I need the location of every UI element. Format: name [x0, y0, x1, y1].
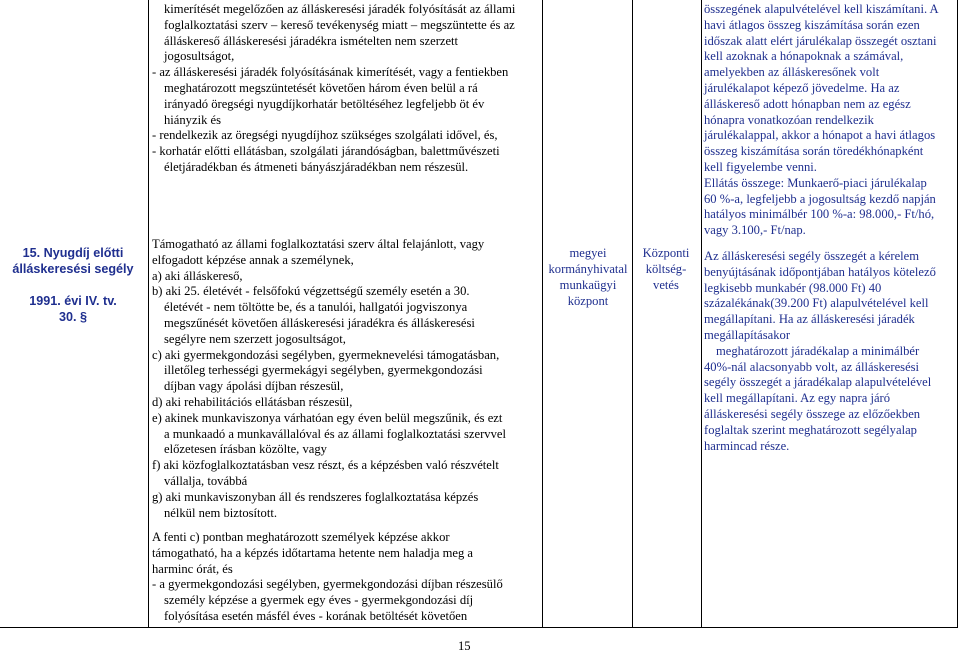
funding-cell	[634, 245, 698, 293]
text-line: támogatható, ha a képzés időtartama hetente nem haladja meg a	[152, 545, 473, 560]
funding-line: vetés	[653, 278, 679, 292]
text-line: A fenti c) pontban meghatározott személyek képzése akkor	[152, 530, 450, 544]
training-support-text	[152, 237, 539, 521]
text-line: g) aki munkaviszonyban áll és rendszeres foglalkoztatása képzés	[152, 489, 479, 504]
text-line: hatályos minimálbér 100 %-a: 98.000,- Ft/hó,	[704, 207, 935, 222]
conditions-text	[152, 2, 539, 176]
text-line: havi átlagos összeg kiszámítása során ezen	[704, 17, 920, 32]
authority-cell	[545, 245, 631, 309]
text-line: hiányzik és	[164, 112, 222, 127]
table-divider-1	[148, 0, 149, 627]
text-line: d) aki rehabilitációs ellátásban részesül,	[152, 394, 353, 409]
text-line: Támogatható az állami foglalkoztatási szerv által felajánlott, vagy	[152, 237, 485, 251]
text-line: előzetesen írásban közölte, vagy	[164, 442, 327, 457]
text-line: álláskereső adott hónapban nem az egész	[704, 96, 911, 111]
text-line: b) aki 25. életévét - felsőfokú végzettségű személy esetén a 30.	[152, 284, 470, 299]
text-line: foglaltak szerint meghatározott segélyalap	[704, 422, 917, 437]
text-line: - rendelkezik az öregségi nyugdíjhoz szükséges szolgálati idővel, és,	[152, 128, 498, 143]
text-line: megállapítani. Ha az álláskeresési járadék	[704, 312, 915, 327]
text-line: meghatározott megszüntetését követően három éven belül a rá	[164, 80, 478, 95]
table-divider-4	[701, 0, 702, 627]
text-line: hónapra vonatkozóan rendelkezik	[704, 112, 874, 127]
text-line: álláskereső álláskeresési járadékra ismételten nem szerzett	[164, 33, 459, 48]
table-divider-3	[632, 0, 633, 627]
training-conditions-text	[152, 530, 539, 625]
text-line: megállapításakor	[704, 327, 791, 342]
text-line: jogosultságot,	[164, 49, 235, 64]
text-line: foglalkoztatási szerv – kereső tevékenység miatt – megszüntette és az	[164, 17, 515, 32]
table-bottom-border	[0, 627, 958, 628]
text-line: folyósítása esetén másfél éves - korának betöltését követően	[164, 608, 468, 623]
text-line: 60 %-a, legfeljebb a jogosultság kezdő napján	[704, 191, 936, 206]
table-divider-5	[957, 0, 958, 627]
text-line: díjban vagy ápolási díjban részesül,	[164, 379, 344, 394]
text-line: elfogadott képzése annak a személynek,	[152, 252, 354, 267]
funding-line: Központi	[642, 246, 690, 260]
funding-line: költség-	[645, 262, 687, 276]
text-line: c) aki gyermekgondozási segélyben, gyermeknevelési támogatásban,	[152, 347, 500, 362]
text-line: 40%-nál alacsonyabb volt, az álláskeresési	[704, 359, 920, 374]
text-line: személy képzése a gyermek egy éves - gyermekgondozási díj	[164, 593, 474, 608]
benefit-title-line: 30. §	[58, 310, 87, 324]
text-line: amelyekben az álláskeresőnek volt	[704, 65, 880, 80]
benefit-title	[0, 245, 146, 325]
text-line: segély összegét a járadékalap alapulvételével	[704, 375, 932, 390]
text-line: harmincad része.	[704, 438, 790, 453]
text-line: időszak alatt elért járulékalap összegét osztani	[704, 33, 937, 48]
text-line: kell azoknak a hónapoknak a számával,	[704, 49, 904, 64]
text-line: a munkaadó a munkavállalóval és az állami foglalkoztatási szervvel	[164, 426, 506, 441]
text-line: irányadó öregségi nyugdíjkorhatár betöltéséhez legfeljebb öt év	[164, 96, 485, 111]
benefit-title-line: 15. Nyugdíj előtti	[22, 246, 124, 260]
text-line: - az álláskeresési járadék folyósításának kimerítését, vagy a fentiekben	[152, 65, 509, 80]
text-line: f) aki közfoglalkoztatásban vesz részt, és a képzésben való részvételt	[152, 458, 499, 473]
text-line: e) akinek munkaviszonya várhatóan egy éven belül megszűnik, és ezt	[152, 410, 503, 425]
text-line: járulékalapot képező jövedelme. Ha az	[704, 80, 900, 95]
authority-line: megyei	[569, 246, 607, 260]
authority-line: központ	[567, 294, 609, 308]
text-line: járulékalappal, akkor a hónapot a havi átlagos	[704, 128, 936, 143]
benefit-title-line: 1991. évi IV. tv.	[29, 294, 117, 308]
text-line: összeg kiszámítása során töredékhónapként	[704, 144, 924, 159]
text-line: kimerítését megelőzően az álláskeresési járadék folyósítását az állami	[164, 2, 516, 16]
text-line: - korhatár előtti ellátásban, szolgálati járandóságban, balettművészeti	[152, 144, 500, 159]
text-line: legkisebb munkabér (98.000 Ft) 40	[704, 280, 882, 295]
text-line: életjáradékban és átmeneti bányászjáradékban nem részesül.	[164, 159, 469, 174]
text-line: kell figyelembe venni.	[704, 159, 817, 174]
text-line: illetőleg terhességi gyermekágyi segélyben, gyermekgondozási	[164, 363, 483, 378]
amount-calculation-text	[704, 2, 957, 239]
text-line: nélkül nem biztosított.	[164, 505, 277, 520]
text-line: segélyre nem szerzett jogosultságot,	[164, 331, 346, 346]
authority-line: kormányhivatal	[548, 262, 628, 276]
table-divider-2	[542, 0, 543, 627]
benefit-title-line: álláskeresési segély	[12, 262, 134, 276]
page-number: 15	[458, 639, 471, 653]
text-line: életévét - nem töltötte be, és a tanulói, hallgatói jogviszonya	[164, 300, 468, 315]
segely-amount-text	[704, 249, 957, 454]
text-line: megszűnését követően álláskeresési járadékra és álláskeresési	[164, 315, 475, 330]
text-line: - a gyermekgondozási segélyben, gyermekgondozási díjban részesülő	[152, 577, 503, 592]
text-line: vagy 3.100,- Ft/nap.	[704, 223, 806, 238]
authority-line: munkaügyi	[559, 278, 617, 292]
text-line: vállalja, továbbá	[164, 473, 248, 488]
text-line: Ellátás összege: Munkaerő-piaci járulékalap	[704, 175, 927, 190]
text-line: harminc órát, és	[152, 561, 233, 576]
text-line: meghatározott járadékalap a minimálbér	[716, 343, 920, 358]
text-line: kell megállapítani. Az egy napra járó	[704, 391, 891, 406]
text-line: összegének alapulvételével kell kiszámítani. A	[704, 2, 939, 16]
text-line: a) aki álláskereső,	[152, 268, 243, 283]
benefit-title-line	[0, 277, 146, 293]
text-line: Az álláskeresési segély összegét a kérelem	[704, 249, 920, 263]
text-line: benyújtásának időpontjában hatályos kötelező	[704, 264, 936, 279]
text-line: százalékának(39.200 Ft) alapulvételével kell	[704, 296, 929, 311]
text-line: álláskeresési segély összege az előzőekben	[704, 406, 921, 421]
